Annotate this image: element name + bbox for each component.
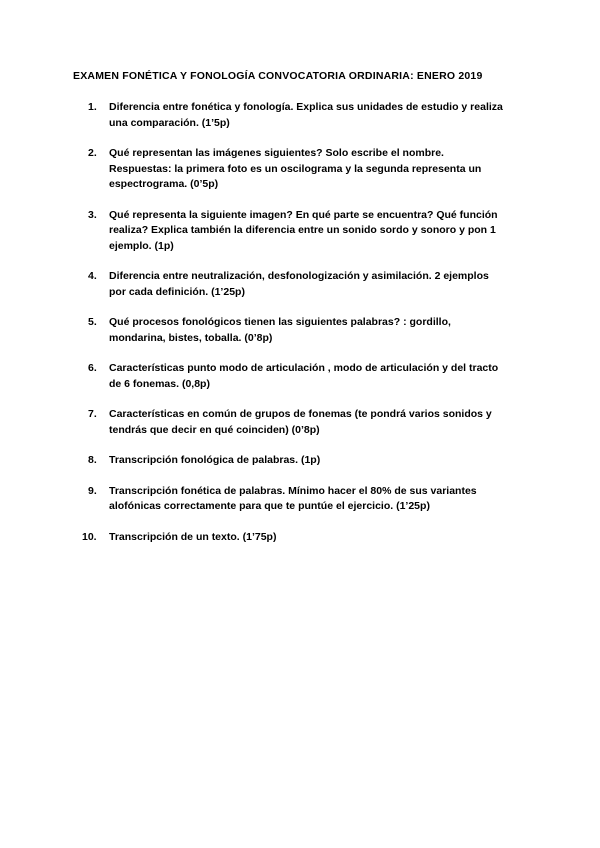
question-number: 4. [88,270,97,282]
question-text-line: Características punto modo de articulación , modo de articulación y del tracto [109,362,499,374]
question-number: 9. [88,484,97,497]
question-text-line: una comparación. (1’5p) [109,116,230,129]
question-item [88,146,518,193]
question-text-line: alofónicas correctamente para que te puntúe el ejercicio. (1’25p) [109,500,430,512]
question-text-line: de 6 fonemas. (0,8p) [109,377,210,390]
question-item [88,315,518,346]
question-item [88,361,518,392]
question-number: 1. [88,101,97,113]
question-text-line: ejemplo. (1p) [109,239,174,252]
question-item [88,269,518,300]
question-text-line: Características en común de grupos de fonemas (te pondrá varios sonidos y [109,408,492,420]
question-number: 10. [82,530,97,543]
question-number: 3. [88,208,97,221]
question-item [88,453,518,469]
question-text-line: Qué representa la siguiente imagen? En qué parte se encuentra? Qué función [109,208,498,221]
question-number: 5. [88,316,97,328]
question-text-line: Transcripción fonológica de palabras. (1p) [109,454,321,466]
question-number: 7. [88,408,97,420]
question-text-line: mondarina, bistes, toballa. (0’8p) [109,331,273,344]
question-text-line: Qué procesos fonológicos tienen las siguientes palabras? : gordillo, [109,316,451,328]
question-item [88,100,518,131]
question-number: 8. [88,454,97,466]
question-item [88,208,518,255]
question-number: 6. [88,362,97,374]
question-text-line: Transcripción de un texto. (1’75p) [109,530,277,543]
question-text-line: Diferencia entre fonética y fonología. Explica sus unidades de estudio y realiza [109,101,503,113]
question-item [82,530,518,546]
exam-title: EXAMEN FONÉTICA Y FONOLOGÍA CONVOCATORIA ORDINARIA: ENERO 2019 [73,70,483,82]
question-text-line: Respuestas: la primera foto es un oscilograma y la segunda representa un [109,162,482,175]
question-list [82,100,518,545]
question-text-line: tendrás que decir en qué coinciden) (0’8p) [109,423,320,436]
question-text-line: por cada definición. (1’25p) [109,285,245,298]
question-text-line: espectrograma. (0’5p) [109,178,219,190]
question-text-line: Diferencia entre neutralización, desfonologización y asimilación. 2 ejemplos [109,270,489,282]
question-item [88,484,518,515]
question-text-line: Qué representan las imágenes siguientes? Solo escribe el nombre. [109,147,444,159]
question-text-line: Transcripción fonética de palabras. Mínimo hacer el 80% de sus variantes [109,484,477,497]
question-item [88,407,518,438]
question-text-line: realiza? Explica también la diferencia entre un sonido sordo y sonoro y pon 1 [109,224,496,236]
question-number: 2. [88,147,97,159]
